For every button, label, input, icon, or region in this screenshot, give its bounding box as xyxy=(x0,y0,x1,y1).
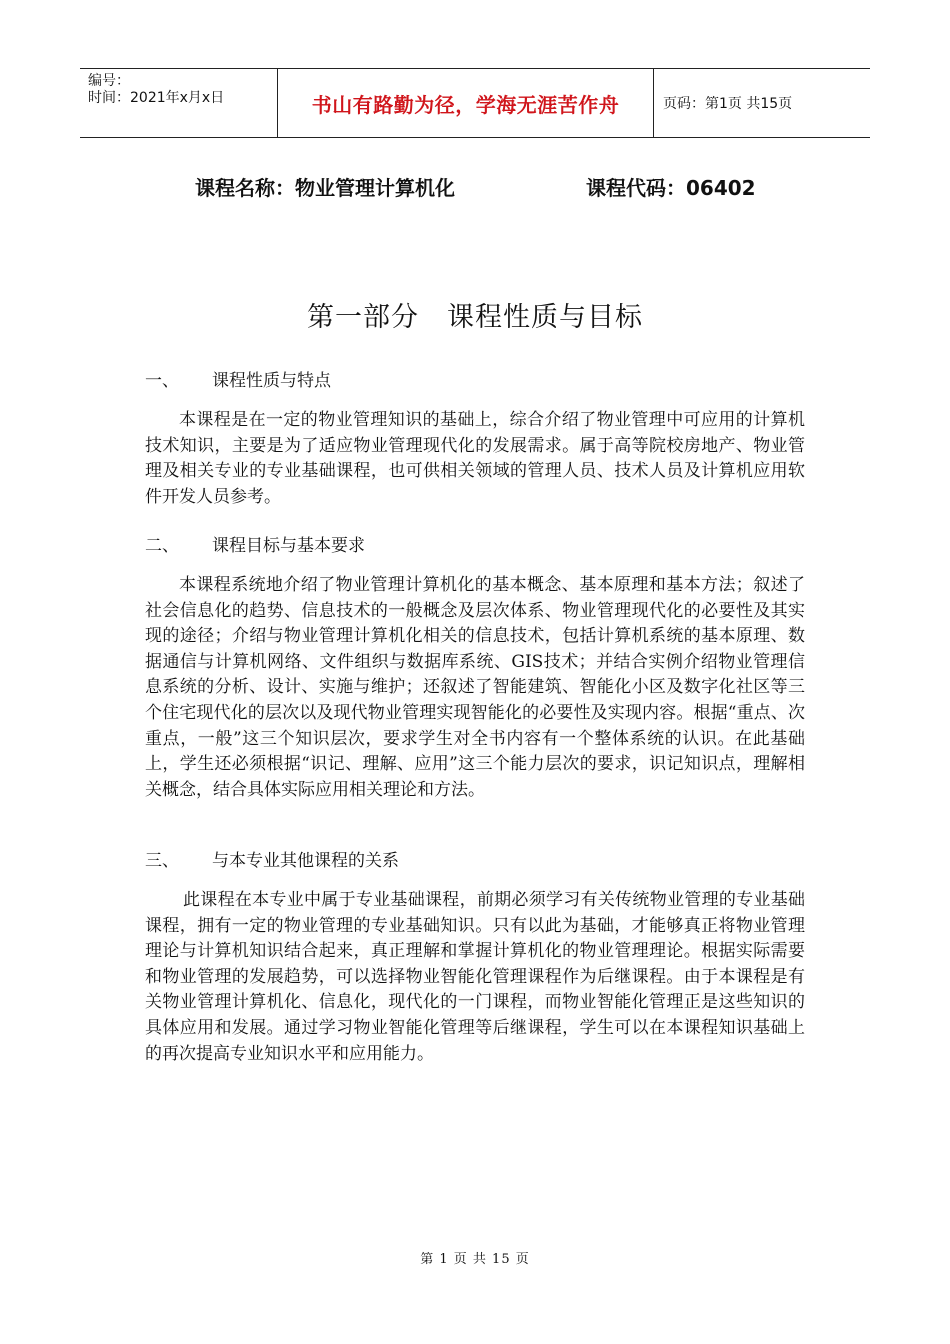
part-title: 第一部分 课程性质与目标 xyxy=(307,302,643,333)
header-meta xyxy=(80,69,278,137)
number-label: 编号： xyxy=(88,73,130,89)
section-body-1: 本课程是在一定的物业管理知识的基础上，综合介绍了物业管理中可应用的计算机技术知识，主要是为了适应物业管理现代化的发展需求。属于高等院校房地产、物业管理及相关专业的专业基础课程，也可供相关领域的管理人员、技术人员及计算机应用软件开发人员参考。 xyxy=(145,410,805,507)
section-heading-1 xyxy=(145,366,331,391)
section-number: 三、 xyxy=(145,851,179,871)
page-footer: 第 1 页 共 15 页 xyxy=(420,1252,530,1267)
header-page-info: 页码：第1页 共15页 xyxy=(663,96,793,112)
section-heading-2 xyxy=(145,531,365,556)
section-title: 课程性质与特点 xyxy=(212,371,331,391)
section-heading-3 xyxy=(145,846,399,871)
section-body-3: 此课程在本专业中属于专业基础课程，前期必须学习有关传统物业管理的专业基础课程，拥有一定的物业管理的专业基础知识。只有以此为基础，才能够真正将物业管理理论与计算机知识结合起来，真正理解和掌握计算机化的物业管理理论。根据实际需要和物业管理的发展趋势，可以选择物业智能化管理课程作为后继课程。由于本课程是有关物业管理计算机化、信息化，现代化的一门课程，而物业智能化管理正是这些知识的具体应用和发展。通过学习物业智能化管理等后继课程，学生可以在本课程知识基础上的再次提高专业知识水平和应用能力。 xyxy=(145,890,805,1064)
course-code: 课程代码：06402 xyxy=(586,176,756,200)
section-title: 课程目标与基本要求 xyxy=(212,536,365,556)
course-name: 课程名称：物业管理计算机化 xyxy=(195,176,455,200)
header-motto: 书山有路勤为径，学海无涯苦作舟 xyxy=(278,69,654,137)
page-header xyxy=(80,68,870,138)
section-number: 二、 xyxy=(145,536,179,556)
section-number: 一、 xyxy=(145,371,179,391)
section-title: 与本专业其他课程的关系 xyxy=(212,851,399,871)
section-body-2: 本课程系统地介绍了物业管理计算机化的基本概念、基本原理和基本方法；叙述了社会信息化的趋势、信息技术的一般概念及层次体系、物业管理现代化的必要性及其实现的途径；介绍与物业管理计算机化相关的信息技术，包括计算机系统的基本原理、数据通信与计算机网络、文件组织与数据库系统、GIS技术；并结合实例介绍物业管理信息系统的分析、设计、实施与维护；还叙述了智能建筑、智能化小区及数字化社区等三个住宅现代化的层次以及现代物业管理实现智能化的必要性及实现内容。根据“重点、次重点，一般”这三个知识层次，要求学生对全书内容有一个整体系统的认识。在此基础上，学生还必须根据“识记、理解、应用”这三个能力层次的要求，识记知识点，理解相关概念，结合具体实际应用相关理论和方法。 xyxy=(145,575,805,800)
time-label: 时间：2021年x月x日 xyxy=(88,90,225,106)
